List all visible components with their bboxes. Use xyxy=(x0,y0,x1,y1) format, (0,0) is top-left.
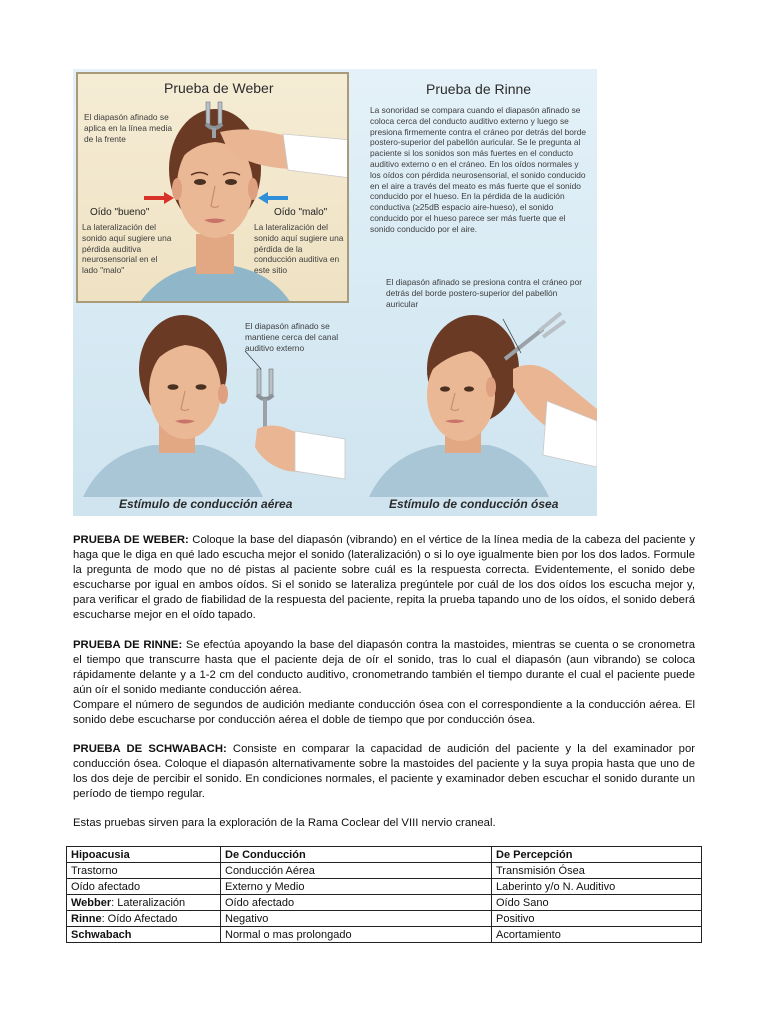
table-cell: Positivo xyxy=(492,911,702,927)
table-cell: Conducción Aérea xyxy=(221,863,492,879)
schwabach-paragraph xyxy=(73,742,695,802)
rinne-description: La sonoridad se compara cuando el diapasón afinado se coloca cerca del conducto auditivo externo y luego se presiona firmemente contra el cráneo por detrás del borde postero-superior del pabellón auricular. Se le pregunta al paciente si los sonidos son más fuertes en el conducto auditivo externo o en el cráneo. En los oídos normales y los oídos con pérdida neurosensorial, el sonido conducido en el aire a través del meato es más fuerte que el sonido conducido por el hueso. En la pérdida de la audición conductiva (≥25dB espacio aire-hueso), el sonido conducido por el hueso parece ser más fuerte que el sonido conducido por el aire. xyxy=(370,105,587,234)
rinne-air-note: El diapasón afinado se mantiene cerca del canal auditivo externo xyxy=(245,321,339,353)
table-cell: Normal o mas prolongado xyxy=(221,927,492,943)
table-cell: Webber: Lateralización xyxy=(67,895,221,911)
table-row xyxy=(67,911,702,927)
table-header-row xyxy=(67,847,702,863)
caption-bone-conduction: Estímulo de conducción ósea xyxy=(389,497,559,511)
rinne-heading: PRUEBA DE RINNE: xyxy=(73,639,183,651)
table-row xyxy=(67,863,702,879)
rinne-paragraph xyxy=(73,638,695,728)
table-header-cell: De Percepción xyxy=(492,847,702,863)
table-cell: Externo y Medio xyxy=(221,879,492,895)
rinne-title: Prueba de Rinne xyxy=(426,81,532,97)
weber-right-note: La lateralización del sonido aquí sugiere una pérdida de la conducción auditiva en este sitio xyxy=(254,222,344,276)
good-ear-label: Oído "bueno" xyxy=(90,207,150,218)
hypoacusis-table xyxy=(66,846,702,943)
hearing-tests-illustration xyxy=(73,69,597,516)
schwabach-heading: PRUEBA DE SCHWABACH: xyxy=(73,743,227,755)
table-row xyxy=(67,879,702,895)
table-row xyxy=(67,927,702,943)
table-cell: Transmisión Ósea xyxy=(492,863,702,879)
table-cell: Trastorno xyxy=(67,863,221,879)
table-cell: Rinne: Oído Afectado xyxy=(67,911,221,927)
weber-fork-note: El diapasón afinado se aplica en la línea media de la frente xyxy=(84,112,172,144)
table-cell: Laberinto y/o N. Auditivo xyxy=(492,879,702,895)
caption-air-conduction: Estímulo de conducción aérea xyxy=(119,497,293,511)
bone-conduction-drawing xyxy=(73,69,597,516)
weber-heading: PRUEBA DE WEBER: xyxy=(73,534,189,546)
table-header-cell: Hipoacusia xyxy=(67,847,221,863)
table-cell: Oído afectado xyxy=(221,895,492,911)
weber-title: Prueba de Weber xyxy=(164,80,274,96)
bad-ear-label: Oído "malo" xyxy=(274,207,328,218)
table-cell: Schwabach xyxy=(67,927,221,943)
weber-text: Coloque la base del diapasón (vibrando) en el vértice de la línea media de la cabeza del paciente y haga que le diga en qué lado escucha mejor el sonido (lateralización) o si lo oye igualmente bien por los dos lados. Formule la pregunta de modo que no dé pistas al paciente sobre cuál es la respuesta correcta. Evidentemente, el sonido debe escucharse por igual en ambos oídos. Si el sonido se lateraliza pregúntele por cuál de los dos oídos los escucha mejor y, para verificar el grado de fiabilidad de la respuesta del paciente, repita la prueba tapando uno de los oídos, el sonido deberá escucharse mejor en el oído tapado. xyxy=(73,534,695,621)
rinne-bone-note: El diapasón afinado se presiona contra el cráneo por detrás del borde postero-superior del pabellón auricular xyxy=(386,277,583,309)
table-cell: Oído Sano xyxy=(492,895,702,911)
rinne-text: Se efectúa apoyando la base del diapasón contra la mastoides, mientras se cuenta o se cronometra el tiempo que transcurre hasta que el paciente deja de oír el sonido, tras lo cual el diapasón (aun vibrando) se coloca rápidamente delante y a 1-2 cm del conducto auditivo, cronometrando también el tiempo durante el cual el paciente puede aún oír el sonido mediante conducción aérea. xyxy=(73,639,695,696)
schwabach-text: Consiste en comparar la capacidad de audición del paciente y la del examinador por conducción ósea. Coloque el diapasón alternativamente sobre la mastoides del paciente y la suya propia hasta que uno de los dos deje de percibir el sonido. En condiciones normales, el paciente y examinador deben escuchar el sonido durante un período de tiempo regular. xyxy=(73,743,695,800)
weber-left-note: La lateralización del sonido aquí sugiere una pérdida auditiva neurosensorial en el lado "malo" xyxy=(82,222,172,276)
table-cell: Acortamiento xyxy=(492,927,702,943)
table-cell: Negativo xyxy=(221,911,492,927)
table-header-cell: De Conducción xyxy=(221,847,492,863)
closing-paragraph: Estas pruebas sirven para la exploración de la Rama Coclear del VIII nervio craneal. xyxy=(73,817,496,829)
table-cell: Oído afectado xyxy=(67,879,221,895)
weber-paragraph xyxy=(73,533,695,623)
rinne-text-2: Compare el número de segundos de audición mediante conducción ósea con el correspondiente a la conducción aérea. El sonido debe escucharse por conducción aérea el doble de tiempo que por conducción ósea. xyxy=(73,699,695,726)
table-row xyxy=(67,895,702,911)
